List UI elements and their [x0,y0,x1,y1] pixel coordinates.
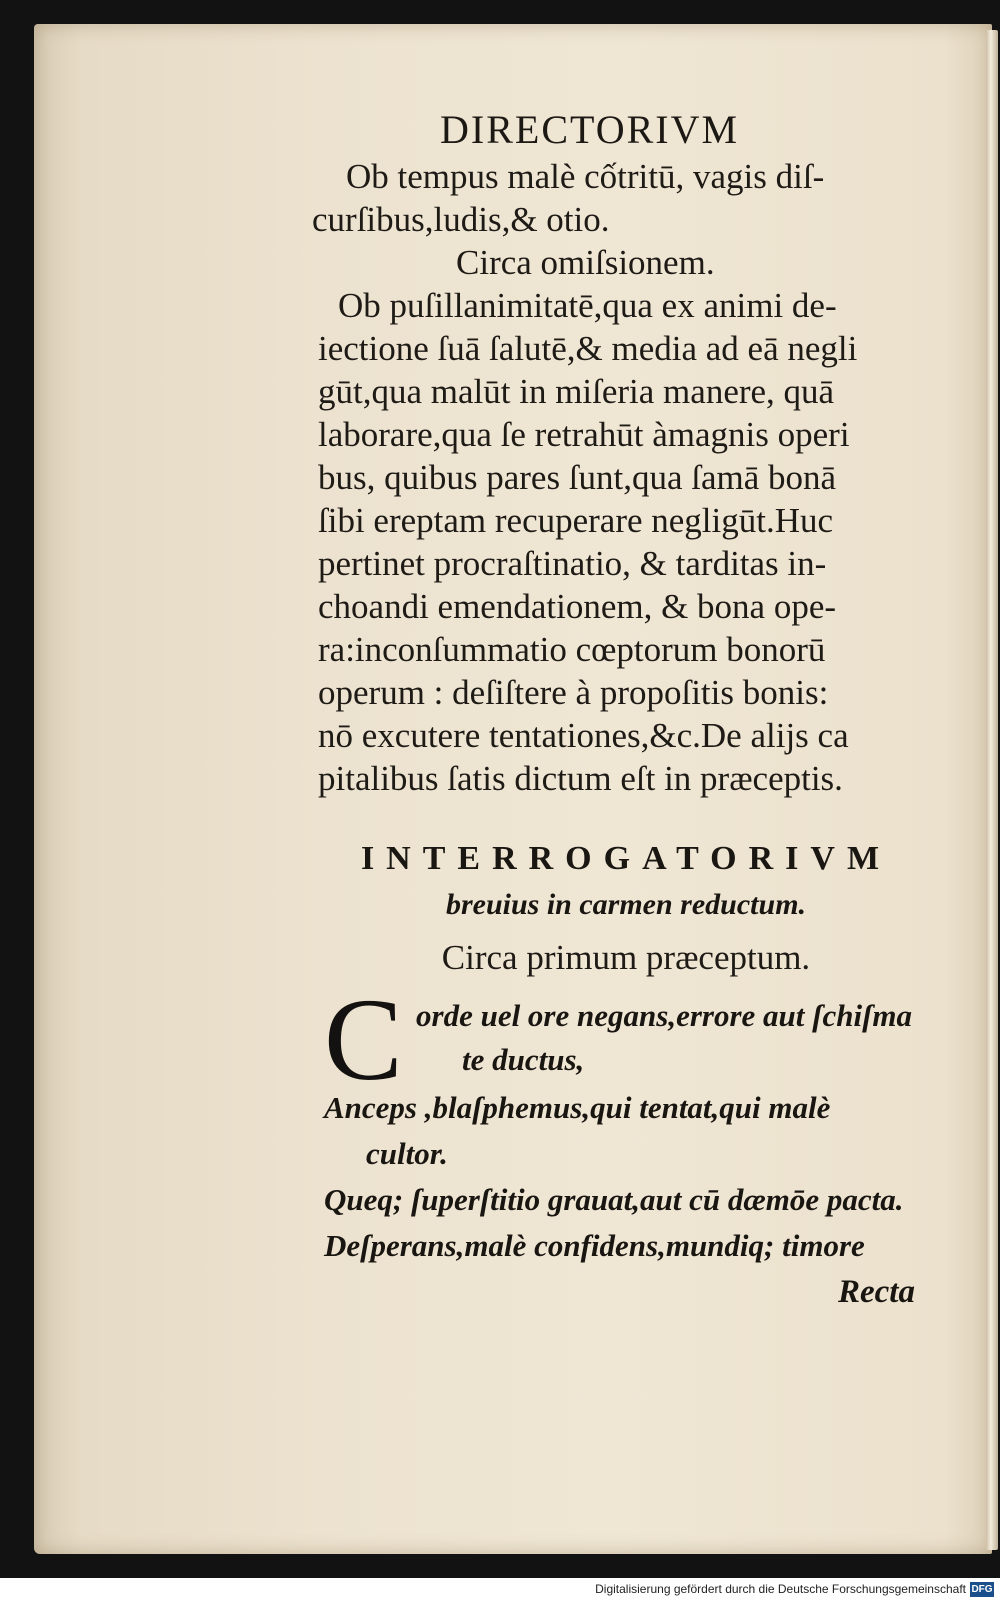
body-line: Ob tempus malè cốtritū, vagis diſ- [346,157,825,196]
body-line: pertinet procraſtinatio, & tarditas in- [318,544,827,583]
verse-line: Deſperans,malè confidens,mundiq; timore [324,1228,865,1263]
body-line: choandi emendationem, & bona ope- [318,587,837,626]
body-line: bus, quibus pares ſunt,qua ſamā bonā [318,458,837,497]
body-line: ra:inconſummatio cœptorum bonorū [318,630,826,669]
subheading: Circa primum præceptum. [441,938,811,977]
body-line: nō excutere tentationes,&c.De alijs ca [318,716,849,755]
body-line: pitalibus ſatis dictum eſt in præceptis. [318,759,843,798]
section-subtitle: breuius in carmen reductum. [445,888,807,921]
body-line: Ob puſillanimitatē,qua ex animi de- [338,286,837,325]
page-edge [986,30,998,1550]
dfg-logo: DFG [971,1584,993,1595]
drop-cap: C [324,974,403,1105]
body-line: iectione ſuā ſalutē,& media ad eā negli [318,329,858,368]
running-head: DIRECTORIVM [440,107,740,152]
verse-line: orde uel ore negans,errore aut ſchiſma [416,998,912,1033]
section-title: INTERROGATORIVM [360,840,892,877]
body-line: gūt,qua malūt in miſeria manere, quā [318,372,835,411]
body-line: laborare,qua ſe retrahūt àmagnis operi [318,415,850,454]
verse-line: te ductus, [462,1042,585,1077]
verse-line: Anceps ,blaſphemus,qui tentat,qui malè [324,1090,831,1125]
body-line: curſibus,ludis,& otio. [312,200,610,239]
catchword: Recta [838,1274,915,1310]
footer-credit: Digitalisierung gefördert durch die Deutsche Forschungsgemeinschaft [595,1582,966,1596]
verse-line: Queq; ſuperſtitio grauat,aut cū dæmōe pacta. [324,1182,904,1217]
body-line: Circa omiſsionem. [456,243,715,282]
body-line: ſibi ereptam recuperare negligūt.Huc [318,501,834,540]
verse-line: cultor. [366,1136,448,1171]
body-line: operum : deſiſtere à propoſitis bonis: [318,673,829,712]
